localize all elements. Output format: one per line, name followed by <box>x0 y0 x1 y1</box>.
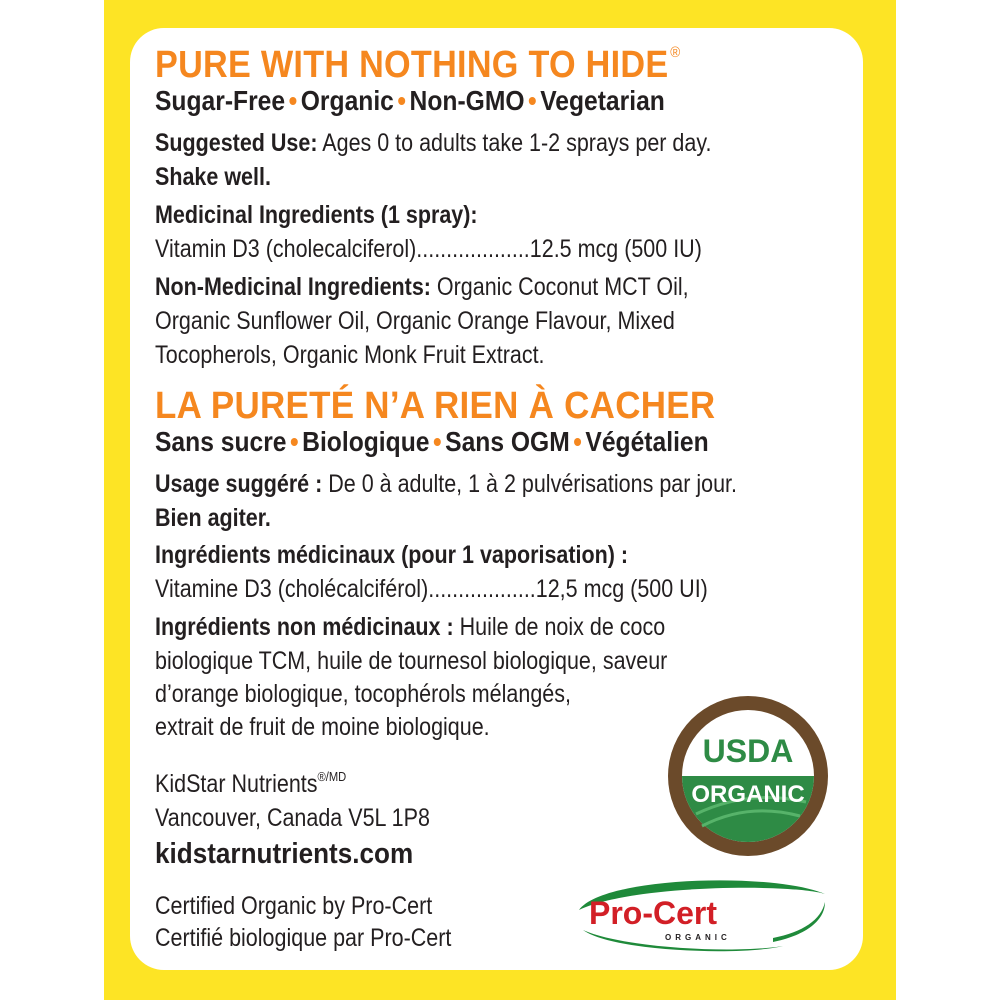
french-claims <box>155 428 709 456</box>
french-non-medicinal-line4: extrait de fruit de moine biologique. <box>155 713 490 741</box>
pro-cert-logo <box>573 872 829 956</box>
non-medicinal-label-fr: Ingrédients non médicinaux : <box>155 613 454 641</box>
english-non-medicinal-line2: Organic Sunflower Oil, Organic Orange Flavour, Mixed <box>155 307 675 335</box>
usda-organic-seal <box>666 694 830 858</box>
company-website[interactable]: kidstarnutrients.com <box>155 838 414 870</box>
claim-organic: Organic <box>300 85 394 116</box>
non-medicinal-label: Non-Medicinal Ingredients: <box>155 273 431 301</box>
french-medicinal-line: Vitamine D3 (cholécalciférol)..................12,5 mcg (500 UI) <box>155 575 708 603</box>
french-non-medicinal-line3: d’orange biologique, tocophérols mélangés, <box>155 680 571 708</box>
claim-separator: • <box>290 426 299 457</box>
claim-sans-sucre: Sans sucre <box>155 426 287 457</box>
certification-english: Certified Organic by Pro-Cert <box>155 892 433 920</box>
french-shake-well: Bien agiter. <box>155 504 271 532</box>
usda-text: USDA <box>702 733 794 769</box>
pro-cert-text: Pro-Cert <box>589 895 718 931</box>
non-medicinal-text-fr: Huile de noix de coco <box>453 613 666 641</box>
claim-vegetarian: Vegetarian <box>540 85 665 116</box>
certification-french: Certifié biologique par Pro-Cert <box>155 924 452 952</box>
usage-suggere-label: Usage suggéré : <box>155 470 323 498</box>
suggested-use-label: Suggested Use: <box>155 129 318 157</box>
organic-text: ORGANIC <box>691 781 805 808</box>
claim-separator: • <box>573 426 582 457</box>
english-shake-well: Shake well. <box>155 163 271 191</box>
french-non-medicinal-line2: biologique TCM, huile de tournesol biologique, saveur <box>155 647 668 675</box>
claim-separator: • <box>528 85 537 116</box>
registered-mark: ® <box>670 44 681 61</box>
suggested-use-text: Ages 0 to adults take 1-2 sprays per day. <box>317 129 712 157</box>
company-name <box>155 770 346 797</box>
french-medicinal-label: Ingrédients médicinaux (pour 1 vaporisation) : <box>155 541 629 569</box>
english-headline-text: PURE WITH NOTHING TO HIDE <box>155 44 669 86</box>
claim-sugar-free: Sugar-Free <box>155 85 286 116</box>
english-suggested-use <box>155 131 711 156</box>
company-name-text: KidStar Nutrients <box>155 770 318 798</box>
english-claims <box>155 87 665 115</box>
company-address: Vancouver, Canada V5L 1P8 <box>155 804 430 832</box>
english-medicinal-label: Medicinal Ingredients (1 spray): <box>155 201 478 229</box>
claim-sans-ogm: Sans OGM <box>445 426 570 457</box>
english-headline <box>155 45 680 84</box>
english-medicinal-line: Vitamin D3 (cholecalciferol)...................12.5 mcg (500 IU) <box>155 235 702 263</box>
claim-separator: • <box>288 85 298 116</box>
claim-separator: • <box>432 426 442 457</box>
company-trademark: ®/MD <box>317 769 347 784</box>
pro-cert-organic-text: ORGANIC <box>665 933 731 942</box>
claim-biologique: Biologique <box>302 426 430 457</box>
french-suggested-use <box>155 472 737 497</box>
non-medicinal-text: Organic Coconut MCT Oil, <box>430 273 689 301</box>
claim-vegetalien: Végétalien <box>585 426 709 457</box>
english-non-medicinal <box>155 275 689 300</box>
french-non-medicinal <box>155 615 665 640</box>
french-headline: LA PURETÉ N’A RIEN À CACHER <box>155 385 716 427</box>
usage-suggere-text: De 0 à adulte, 1 à 2 pulvérisations par jour. <box>322 470 738 498</box>
claim-separator: • <box>397 85 407 116</box>
english-non-medicinal-line3: Tocopherols, Organic Monk Fruit Extract. <box>155 341 545 369</box>
claim-non-gmo: Non-GMO <box>409 85 525 116</box>
